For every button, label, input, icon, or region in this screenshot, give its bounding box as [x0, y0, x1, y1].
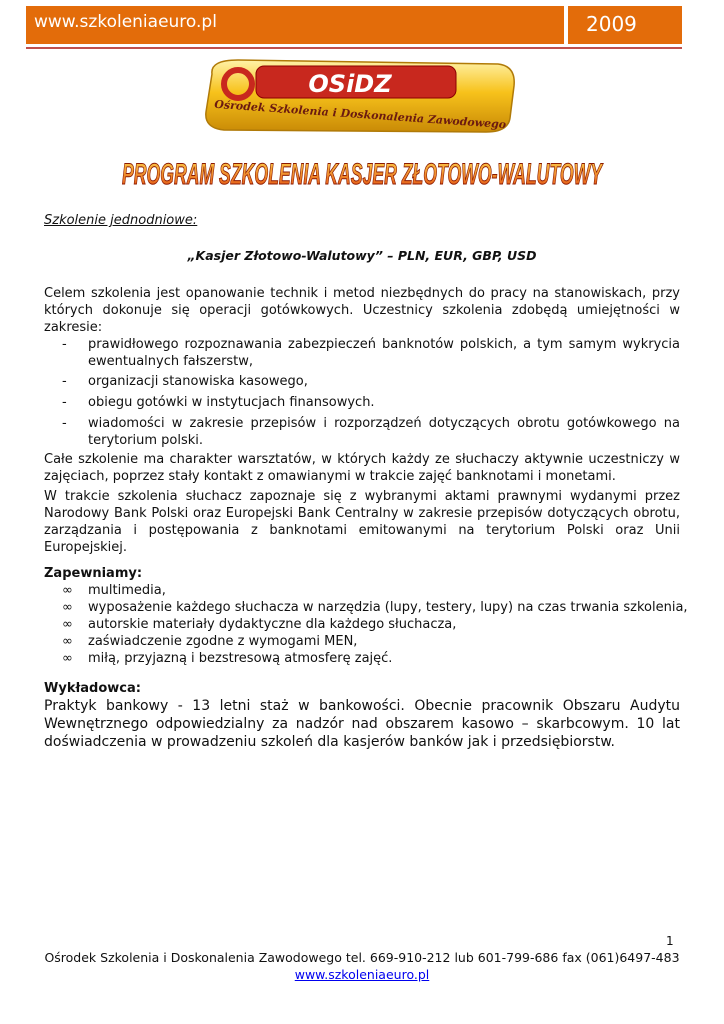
header-year: 2009 — [586, 12, 637, 36]
guarantee-text: zaświadczenie zgodne z wymogami MEN, — [88, 634, 358, 649]
header-year-box — [568, 6, 682, 44]
course-title: „Kasjer Złotowo-Walutowy” – PLN, EUR, GBP, USD — [187, 248, 537, 263]
page-number: 1 — [666, 934, 674, 948]
footer-link[interactable]: www.szkoleniaeuro.pl — [294, 967, 430, 982]
guarantee-heading: Zapewniamy: — [44, 566, 143, 581]
infinity-bullet-icon: ∞ — [62, 583, 73, 598]
guarantee-text: miłą, przyjazną i bezstresową atmosferę zajęć. — [88, 651, 393, 666]
goal-text: prawidłowego rozpoznawania zabezpieczeń banknotów polskich, a tym samym wykrycia ewentualnych fałszerstw, — [88, 337, 680, 369]
workshop-paragraph: Całe szkolenie ma charakter warsztatów, w których każdy ze słuchaczy aktywnie uczestniczy w zajęciach, poprzez stały kontakt z omawianymi w trakcie zajęć banknotami i monetami. — [44, 452, 680, 484]
guarantee-text: multimedia, — [88, 583, 166, 598]
dash-bullet: - — [62, 416, 67, 431]
intro-paragraph: Celem szkolenia jest opanowanie technik i metod niezbędnych do pracy na stanowiskach, przy których dokonuje się operacji gotówkowych. Uczestnicy szkolenia zdobędą umiejętności w zakresie: — [44, 286, 680, 335]
infinity-bullet-icon: ∞ — [62, 600, 73, 615]
footer — [0, 949, 724, 983]
header-divider — [26, 47, 682, 49]
course-type: Szkolenie jednodniowe: — [44, 213, 198, 228]
header-url-bar — [26, 6, 568, 44]
guarantee-text: autorskie materiały dydaktyczne dla każdego słuchacza, — [88, 617, 457, 632]
osidz-logo — [198, 56, 520, 136]
infinity-bullet-icon: ∞ — [62, 634, 73, 649]
header-url[interactable]: www.szkoleniaeuro.pl — [34, 12, 217, 32]
dash-bullet: - — [62, 374, 67, 389]
goal-text: organizacji stanowiska kasowego, — [88, 374, 308, 389]
guarantee-text: wyposażenie każdego słuchacza w narzędzia (lupy, testery, lupy) na czas trwania szkolenia, — [88, 600, 688, 615]
lecturer-heading: Wykładowca: — [44, 681, 141, 696]
program-title — [118, 148, 606, 194]
dash-bullet: - — [62, 395, 67, 410]
infinity-bullet-icon: ∞ — [62, 651, 73, 666]
lecturer-text: Praktyk bankowy - 13 letni staż w bankowości. Obecnie pracownik Obszaru Audytu Wewnętrznego odpowiedzialny za nadzór nad obszarem kasowo – skarbcowym. 10 lat doświadczenia w prowadzeniu szkoleń dla kasjerów banków jak i przedsiębiorstw. — [44, 698, 680, 750]
goal-text: obiegu gotówki w instytucjach finansowych. — [88, 395, 375, 410]
logo-tagline: Ośrodek Szkolenia i Doskonalenia Zawodowego — [213, 97, 507, 132]
program-title-text: PROGRAM SZKOLENIA KASJER ZŁOTOWO-WALUTOWY — [122, 158, 604, 191]
infinity-bullet-icon: ∞ — [62, 617, 73, 632]
footer-contact: Ośrodek Szkolenia i Doskonalenia Zawodowego tel. 669-910-212 lub 601-799-686 fax (061)6497-483 — [44, 950, 680, 965]
dash-bullet: - — [62, 337, 67, 352]
logo-brand: OSiDZ — [308, 70, 392, 98]
goal-text: wiadomości w zakresie przepisów i rozporządzeń dotyczących obrotu gotówkowego na terytorium polski. — [88, 416, 680, 448]
law-paragraph: W trakcie szkolenia słuchacz zapoznaje się z wybranymi aktami prawnymi wydanymi przez Narodowy Bank Polski oraz Europejski Bank Centralny w zakresie przepisów dotyczących obrotu, zarządzania i postępowania z banknotami emitowanymi na terytorium Polski oraz Unii Europejskiej. — [44, 489, 680, 555]
